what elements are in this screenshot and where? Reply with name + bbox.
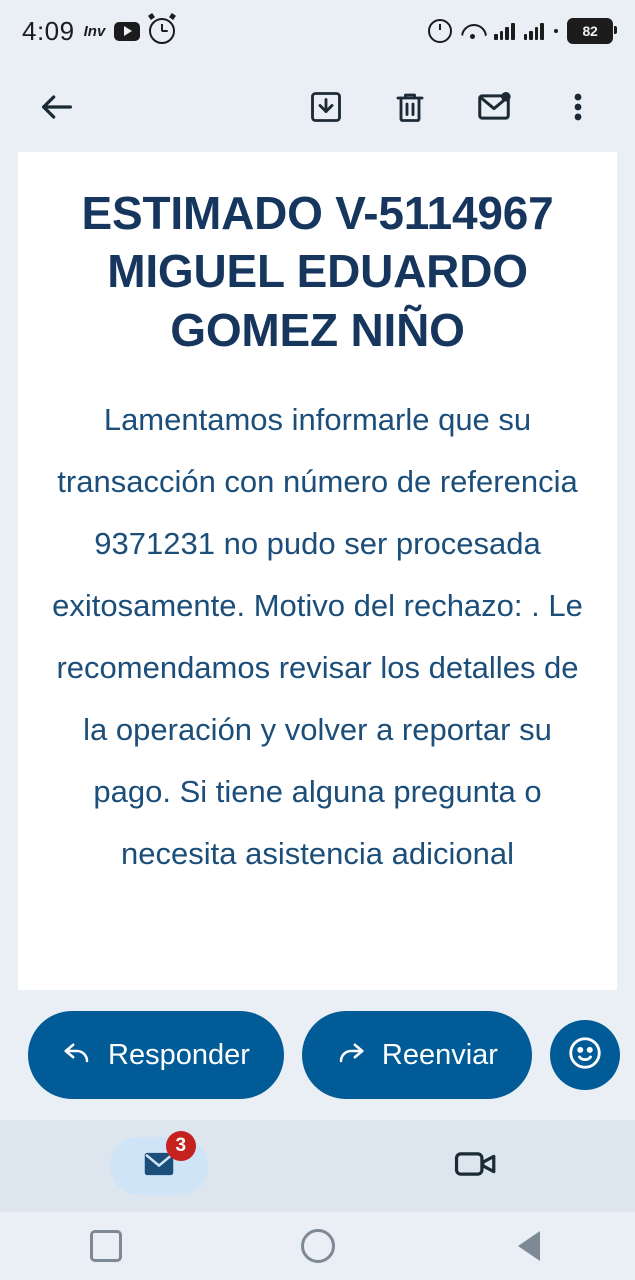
wifi-icon <box>461 22 485 40</box>
triangle-icon <box>518 1231 540 1261</box>
smiley-face-icon <box>566 1034 604 1077</box>
delete-icon[interactable] <box>379 76 441 138</box>
back-arrow-icon[interactable] <box>26 76 88 138</box>
email-action-bar <box>0 990 635 1120</box>
alarm-icon <box>428 19 452 43</box>
forward-button[interactable] <box>302 1011 532 1099</box>
reply-arrow-icon <box>62 1036 92 1074</box>
reply-label: Responder <box>108 1038 250 1071</box>
circle-icon <box>301 1229 335 1263</box>
signal-bars-icon <box>494 22 514 40</box>
status-time: 4:09 <box>22 15 75 46</box>
alarm-clock-icon <box>149 18 175 44</box>
square-icon <box>90 1230 122 1262</box>
youtube-icon <box>114 22 140 41</box>
status-bar-left <box>22 16 175 47</box>
mail-tab-pill[interactable] <box>110 1137 208 1195</box>
forward-arrow-icon <box>336 1036 366 1074</box>
video-camera-icon <box>454 1147 498 1186</box>
status-bar-right <box>428 18 613 44</box>
more-options-icon[interactable] <box>547 76 609 138</box>
back-button[interactable] <box>423 1231 635 1261</box>
email-title: ESTIMADO V-5114967 MIGUEL EDUARDO GOMEZ NIÑO <box>81 187 554 356</box>
status-carrier-label: Inv <box>83 22 106 40</box>
system-navigation-bar <box>0 1212 635 1280</box>
mark-unread-icon[interactable] <box>463 76 525 138</box>
signal-bars-icon-2 <box>524 22 544 40</box>
archive-icon[interactable] <box>295 76 357 138</box>
battery-level: 82 <box>582 23 598 39</box>
app-toolbar <box>0 62 635 152</box>
email-content-card[interactable] <box>18 152 617 992</box>
mail-unread-badge: 3 <box>166 1131 196 1161</box>
bottom-navigation <box>0 1120 635 1212</box>
nav-item-mail[interactable] <box>0 1137 318 1195</box>
reply-button[interactable] <box>28 1011 284 1099</box>
battery-indicator <box>567 18 613 44</box>
signal-dot-icon <box>554 29 558 33</box>
home-button[interactable] <box>212 1229 424 1263</box>
status-bar <box>0 0 635 62</box>
forward-label: Reenviar <box>381 1038 498 1071</box>
emoji-reaction-button[interactable] <box>550 1020 620 1090</box>
nav-item-meet[interactable] <box>318 1147 635 1186</box>
recents-button[interactable] <box>0 1230 212 1262</box>
email-body-text: Lamentamos informarle que su transacción con número de referencia 9371231 no pudo ser procesada exitosamente. Motivo del rechazo: . Le recomendamos revisar los detalles de la operación y volver a reportar su pago. Si tiene alguna pregunta o necesita asistencia adicional <box>52 402 583 872</box>
